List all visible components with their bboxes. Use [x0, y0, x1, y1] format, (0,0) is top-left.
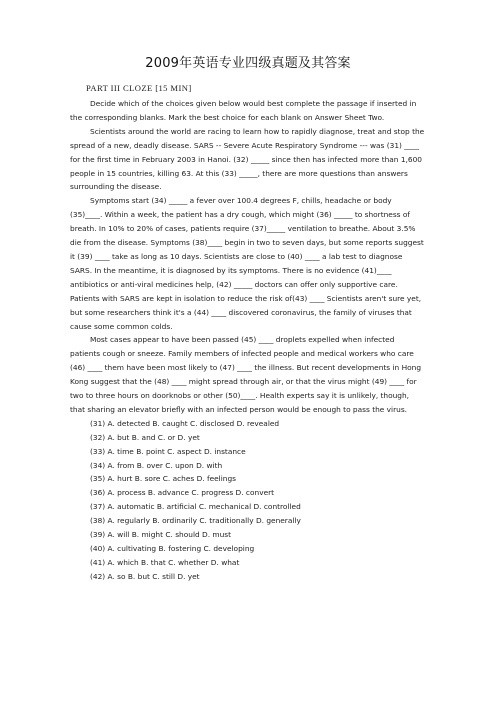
answer-option: (40) A. cultivating B. fostering C. developing: [90, 544, 255, 553]
answer-option: (39) A. will B. might C. should D. must: [90, 530, 232, 540]
answer-option: (35) A. hurt B. sore C. aches D. feelings: [90, 474, 237, 484]
passage-paragraph: Symptoms start (34) _____ a fever over 100.4 degrees F, chills, headache or body (35)____. Within a week, the patient has a dry cough, which might (36) _____ to shortness of breath. In 10% to 20% of cases, patients require (37)_____ ventilation to breathe. About 3.5% die from the disease. Symptoms (38)____ begin in two to seven days, but some reports suggest it (39) ____ take as long as 10 days. Scientists are close to (40) ____ a lab test to diagnose SARS. In the meantime, it is diagnosed by its symptoms. There is no evidence (41)____ antibiotics or anti-viral medicines help, (42) _____ doctors can offer only supportive care. Patients with SARS are kept in isolation to reduce the risk of(43) ____ Scientists aren't sure yet, but some researchers think it's a (44) ____ discovered coronavirus, the family of viruses that cause some common colds.: [70, 196, 424, 331]
document-body: [70, 97, 426, 584]
answer-option: (31) A. detected B. caught C. disclosed D. revealed: [90, 418, 280, 428]
passage-paragraph: Scientists around the world are racing to learn how to rapidly diagnose, treat and stop the spread of a new, deadly disease. SARS -- Severe Acute Respiratory Syndrome --- was (31) ____ for the first time in February 2003 in Hanoi. (32) _____ since then has infected more than 1,600 people in 15 countries, killing 63. At this (33) _____, there are more questions than answers surrounding the disease.: [70, 126, 425, 192]
instructions-paragraph: Decide which of the choices given below would best complete the passage if inserted in the corresponding blanks. Mark the best choice for each blank on Answer Sheet Two.: [70, 99, 417, 122]
answer-option: (32) A. but B. and C. or D. yet: [90, 432, 200, 442]
answer-option: (34) A. from B. over C. upon D. with: [90, 460, 223, 470]
page-title: 2009年英语专业四级真题及其答案: [145, 56, 351, 71]
passage-paragraph: Most cases appear to have been passed (45) ____ droplets expelled when infected patients cough or sneeze. Family members of infected people and medical workers who care (46) ____ them have been most likely to (47) ____ the illness. But recent developments in Hong Kong suggest that the (48) ____ might spread through air, or that the virus might (49) ____ for two to three hours on doorknobs or other (50)____. Health experts say it is unlikely, though, that sharing an elevator briefly with an infected person would be enough to pass the virus.: [70, 335, 422, 414]
answer-option: (41) A. which B. that C. whether D. what: [90, 557, 240, 567]
answer-option: (36) A. process B. advance C. progress D. convert: [90, 488, 275, 498]
answer-options-list: [70, 417, 426, 584]
answer-option: (42) A. so B. but C. still D. yet: [90, 571, 200, 581]
section-heading: PART III CLOZE [15 MIN]: [86, 83, 192, 93]
answer-option: (37) A. automatic B. artificial C. mechanical D. controlled: [90, 502, 301, 512]
answer-option: (38) A. regularly B. ordinarily C. traditionally D. generally: [90, 516, 301, 526]
answer-option: (33) A. time B. point C. aspect D. instance: [90, 446, 246, 456]
